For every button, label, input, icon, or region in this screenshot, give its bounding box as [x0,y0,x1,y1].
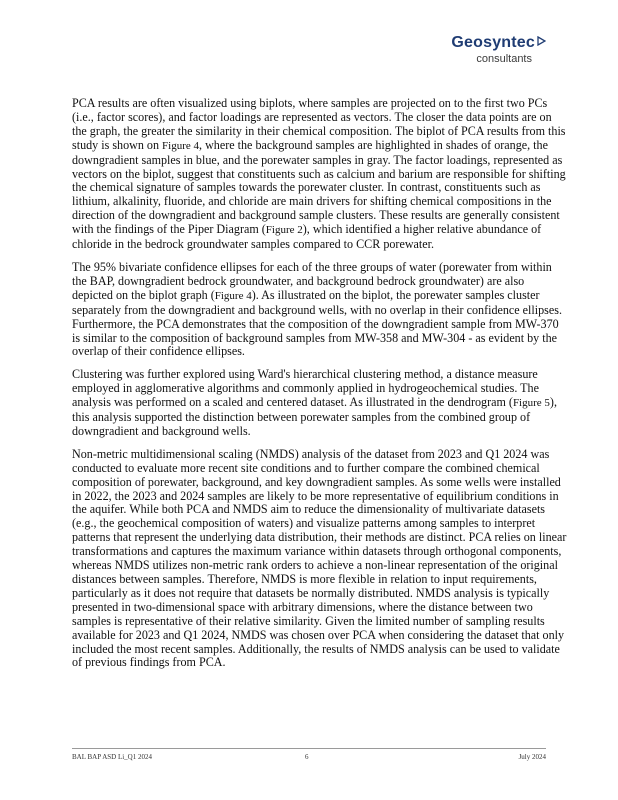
figure-reference: Figure 2 [265,224,303,237]
company-logo [386,34,546,65]
figure-reference: Figure 4 [214,289,252,302]
footer-document-id: BAL BAP ASD Li_Q1 2024 [72,753,152,761]
footer-page-number: 6 [305,753,309,761]
company-name: Geosyntec [451,34,535,51]
paragraph-pca-biplot: PCA results are often visualized using biplots, where samples are projected on to the first two PCs (i.e., factor scores), and factor loadings are represented as vectors. The closer the data points are on the graph, the greater the similarity in their chemical composition. The biplot of PCA results from this study is shown on Figure 4, where the background samples are highlighted in shades of orange, the downgradient samples in blue, and the porewater samples in gray. The factor loadings, represented as vectors on the biplot, suggest that constituents such as calcium and barium are responsible for shifting the chemical signature of samples towards the porewater cluster. In contrast, constituents such as lithium, alkalinity, fluoride, and chloride are main drivers for shifting chemical compositions in the direction of the downgradient and background sample clusters. These results are generally consistent with the findings of the Piper Diagram (Figure 2), which identified a higher relative abundance of chloride in the bedrock groundwater samples compared to CCR porewater. [72,96,566,252]
figure-reference: Figure 4 [162,139,200,152]
paragraph-nmds: Non-metric multidimensional scaling (NMDS) analysis of the dataset from 2023 and Q1 2024 was conducted to evaluate more recent site conditions and to further compare the combined chemical composition of porewater, background, and key downgradient samples. As some wells were installed in 2022, the 2023 and 2024 samples are likely to be more representative of equilibrium conditions in the aquifer. While both PCA and NMDS aim to reduce the dimensionality of multivariate datasets (e.g., the geochemical composition of waters) and visualize patterns among samples to interpret patterns that represent the underlying data distribution, their methods are distinct. PCA relies on linear transformations and captures the maximum variance within datasets through orthogonal components, whereas NMDS utilizes non-metric rank orders to achieve a non-linear representation of the original distances between samples. Therefore, NMDS is more flexible in relation to input requirements, particularly as it does not require that datasets be normally distributed. NMDS analysis is typically presented in two-dimensional space with arbitrary dimensions, where the distance between two samples is representative of their relative similarity. Given the limited number of sampling results available for 2023 and Q1 2024, NMDS was chosen over PCA when considering the dataset that only included the most recent samples. Additionally, the results of NMDS analysis can be used to validate of previous findings from PCA. [72,446,567,670]
document-body [72,97,568,679]
logo-triangle-icon [537,33,546,51]
figure-reference: Figure 5 [512,397,550,410]
company-subtitle: consultants [476,53,532,65]
page-footer [72,748,546,761]
footer-date: July 2024 [518,753,546,761]
paragraph-clustering: Clustering was further explored using Ward's hierarchical clustering method, a distance measure employed in agglomerative algorithms and commonly applied in hydrogeochemical studies. The analysis was performed on a scaled and centered dataset. As illustrated in the dendrogram (Figure 5), this analysis supported the distinction between porewater samples from the combined group of downgradient and background wells. [72,367,557,438]
paragraph-confidence-ellipses: The 95% bivariate confidence ellipses for each of the three groups of water (porewater from within the BAP, downgradient bedrock groundwater, and background bedrock groundwater) are also depicted on the biplot graph (Figure 4). As illustrated on the biplot, the porewater samples cluster separately from the downgradient and background wells, with no overlap in their confidence ellipses. Furthermore, the PCA demonstrates that the composition of the downgradient sample from MW-370 is similar to the composition of background samples from MW-358 and MW-304 - as evident by the overlap of their confidence ellipses. [72,259,562,359]
